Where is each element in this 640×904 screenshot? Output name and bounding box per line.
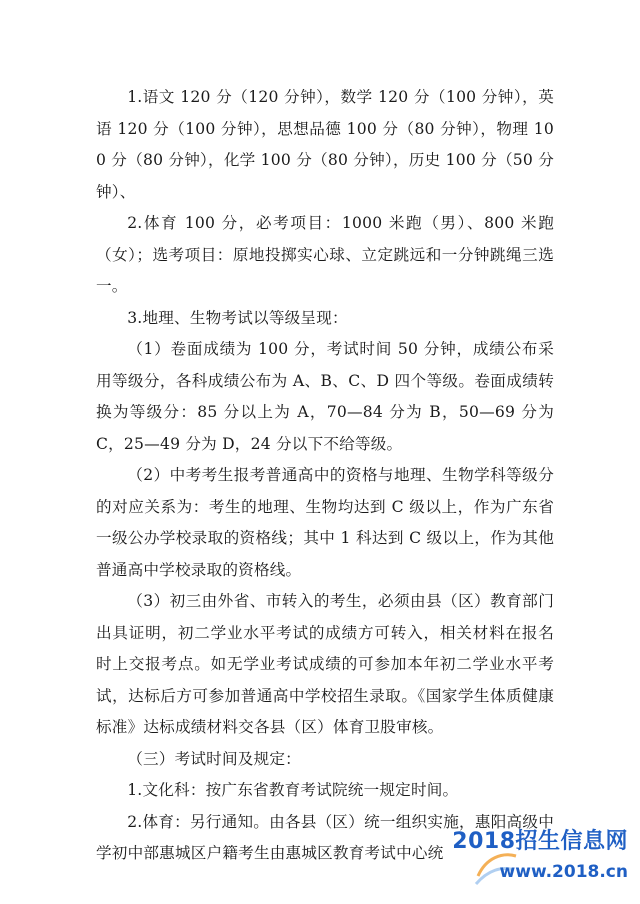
- document-body: [96, 82, 554, 870]
- section-heading-exam-time: （三）考试时间及规定：: [127, 749, 301, 768]
- paragraph-subject-scores: 1.语文 120 分（120 分钟），数学 120 分（100 分钟），英语 120 分（100 分钟），思想品德 100 分（80 分钟），物理 100 分（80 分钟），化学 100 分（80 分钟），历史 100 分（50 分钟）、: [96, 88, 554, 201]
- paragraph-pe-schedule: 2.体育：另行通知。由各县（区）统一组织实施，惠阳高级中学初中部惠城区户籍考生由惠城区教育考试中心统: [96, 812, 554, 862]
- paragraph-pe-items: 2.体育 100 分，必考项目：1000 米跑（男）、800 米跑（女）；选考项目：原地投掷实心球、立定跳远和一分钟跳绳三选一。: [96, 214, 554, 295]
- paragraph-culture-subjects: 1.文化科：按广东省教育考试院统一规定时间。: [127, 781, 459, 799]
- paragraph-grade-conversion: （1）卷面成绩为 100 分，考试时间 50 分钟，成绩公布采用等级分，各科成绩公布为 A、B、C、D 四个等级。卷面成绩转换为等级分：85 分以上为 A，70—84 分为 B，50—69 分为 C，25—49 分为 D，24 分以下不给等级。: [96, 340, 554, 453]
- paragraph-admission-qualification: （2）中考考生报考普通高中的资格与地理、生物学科等级分的对应关系为：考生的地理、生物均达到 C 级以上，作为广东省一级公办学校录取的资格线；其中 1 科达到 C 级以上，作为其他普通高中学校录取的资格线。: [96, 466, 554, 579]
- paragraph-transfer-students: （3）初三由外省、市转入的考生，必须由县（区）教育部门出具证明，初二学业水平考试的成绩方可转入，相关材料在报名时上交报考点。如无学业考试成绩的可参加本年初二学业水平考试，达标后方可参加普通高中学校招生录取。《国家学生体质健康标准》达标成绩材料交各县（区）体育卫股审核。: [96, 592, 554, 736]
- watermark: [452, 824, 628, 896]
- watermark-title: 2018招生信息网: [452, 829, 628, 854]
- paragraph-geo-bio-heading: 3.地理、生物考试以等级呈现：: [127, 308, 348, 327]
- watermark-url: www.2018.cn: [499, 862, 628, 882]
